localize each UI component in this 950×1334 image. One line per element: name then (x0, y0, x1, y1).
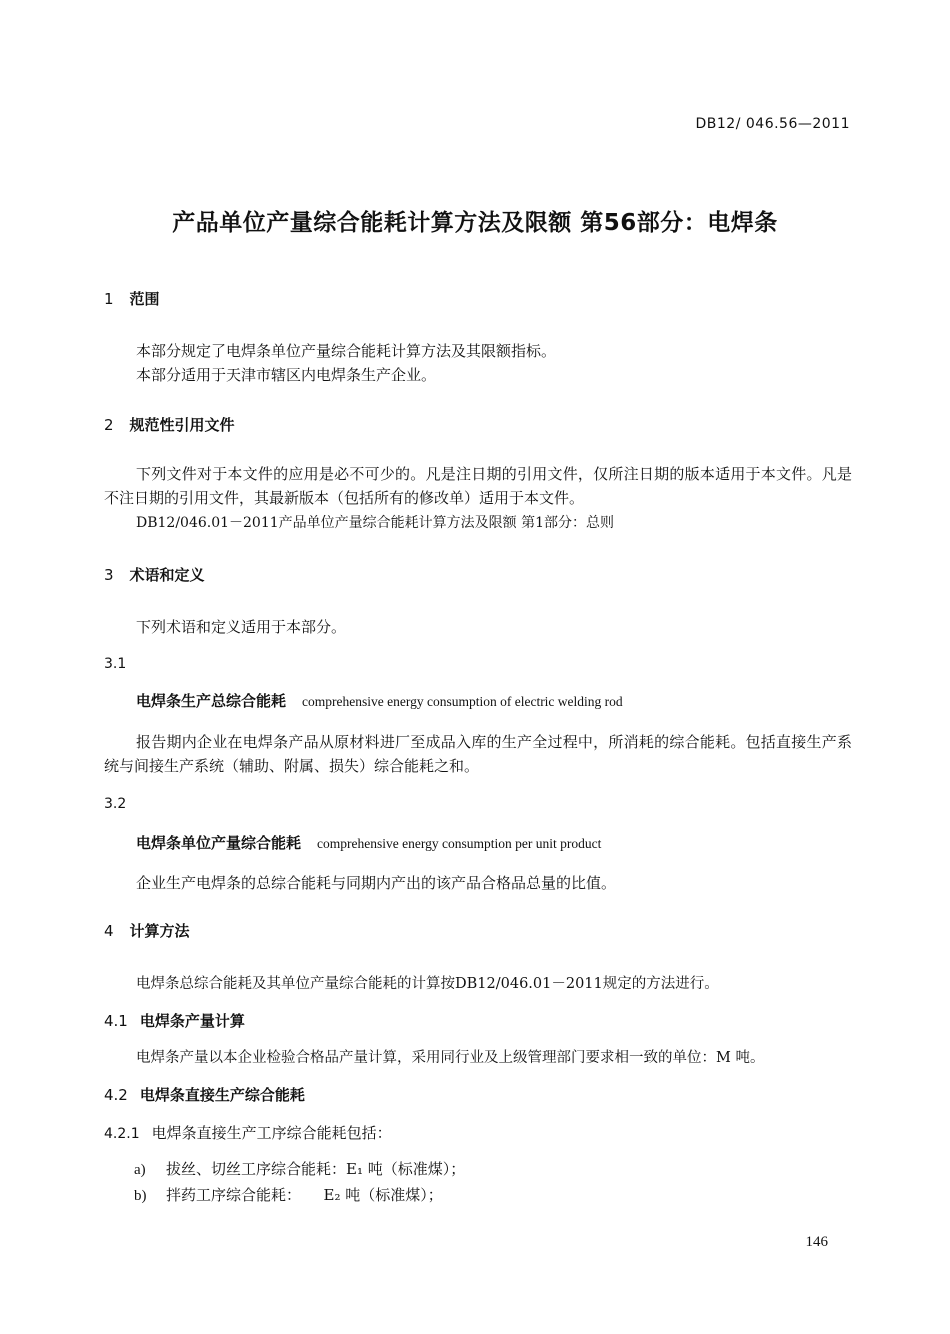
page-number: 146 (805, 1234, 828, 1250)
list-item-text: 拌药工序综合能耗： E₂ 吨（标准煤）； (166, 1186, 443, 1204)
list-item-label: a) (134, 1162, 146, 1178)
list-item (134, 1184, 443, 1205)
term-english: comprehensive energy consumption per unit product (317, 836, 602, 851)
list-item (134, 1158, 465, 1179)
section-title: 范围 (129, 290, 160, 308)
clause-4-2-1 (104, 1122, 392, 1143)
list-item-label: b) (134, 1188, 147, 1204)
section-4-heading (104, 920, 190, 941)
term-definition: 报告期内企业在电焊条产品从原材料进厂至成品入库的生产全过程中，所消耗的综合能耗。包括直接生产系统与间接生产系统（辅助、附属、损失）综合能耗之和。 (104, 733, 852, 775)
term-english: comprehensive energy consumption of electric welding rod (302, 694, 623, 709)
term-number: 3.1 (104, 656, 127, 672)
section-number: 4.1 (104, 1012, 128, 1030)
term-chinese: 电焊条生产总综合能耗 (136, 692, 287, 710)
section-3-heading (104, 564, 205, 585)
clause-number: 4.2.1 (104, 1126, 140, 1142)
paragraph: 电焊条总综合能耗及其单位产量综合能耗的计算按DB12/046.01－2011规定的方法进行。 (136, 976, 719, 992)
term-definition: 企业生产电焊条的总综合能耗与同期内产出的该产品合格品总量的比值。 (136, 874, 617, 892)
list-item-text: 拔丝、切丝工序综合能耗：E₁ 吨（标准煤）； (166, 1160, 466, 1178)
reference-document: DB12/046.01－2011产品单位产量综合能耗计算方法及限额 第1部分：总则 (136, 515, 615, 531)
section-number: 2 (104, 416, 114, 434)
section-number: 3 (104, 566, 114, 584)
subsection-4-1-heading (104, 1010, 245, 1031)
paragraph: 本部分适用于天津市辖区内电焊条生产企业。 (136, 366, 437, 384)
paragraph: 下列术语和定义适用于本部分。 (136, 618, 347, 636)
paragraph: 本部分规定了电焊条单位产量综合能耗计算方法及其限额指标。 (136, 342, 557, 360)
section-title: 规范性引用文件 (129, 416, 235, 434)
term-number: 3.2 (104, 796, 127, 812)
term-entry (136, 690, 623, 711)
section-title: 电焊条产量计算 (139, 1012, 245, 1030)
section-title: 术语和定义 (129, 566, 205, 584)
term-entry (136, 832, 601, 853)
standard-code: DB12/ 046.56—2011 (695, 116, 850, 132)
section-title: 计算方法 (129, 922, 190, 940)
section-number: 4.2 (104, 1086, 128, 1104)
paragraph: 下列文件对于本文件的应用是必不可少的。凡是注日期的引用文件，仅所注日期的版本适用于本文件。凡是不注日期的引用文件，其最新版本（包括所有的修改单）适用于本文件。 (104, 465, 852, 507)
section-1-heading (104, 288, 160, 309)
section-title: 电焊条直接生产综合能耗 (139, 1086, 305, 1104)
subsection-4-2-heading (104, 1084, 305, 1105)
section-number: 4 (104, 922, 114, 940)
section-2-heading (104, 414, 235, 435)
clause-text: 电焊条直接生产工序综合能耗包括： (151, 1124, 392, 1142)
paragraph: 电焊条产量以本企业检验合格品产量计算，采用同行业及上级管理部门要求相一致的单位：M 吨。 (136, 1050, 765, 1066)
term-chinese: 电焊条单位产量综合能耗 (136, 834, 302, 852)
document-title: 产品单位产量综合能耗计算方法及限额 第56部分：电焊条 (172, 210, 778, 236)
section-number: 1 (104, 290, 114, 308)
